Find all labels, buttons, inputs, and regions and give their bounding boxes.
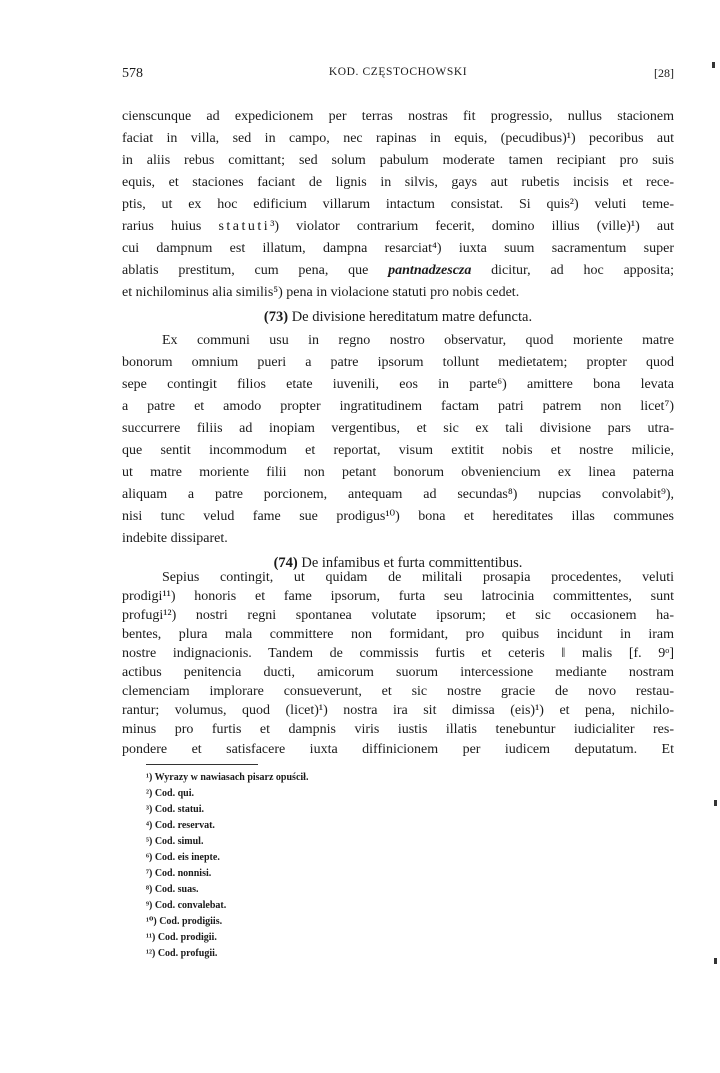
text-line: sepe contingit filios etate iuvenili, eos in parte⁶) amittere bona levata xyxy=(122,377,674,392)
footnote: ⁸) Cod. suas. xyxy=(146,884,199,895)
running-header xyxy=(122,66,674,86)
text-segment: rarius huius xyxy=(122,219,202,234)
text-line: ptis, ut ex hoc edificium villarum intactum consistat. Si quis²) veluti teme- xyxy=(122,197,674,212)
text-line: clemenciam implorare consueverunt, et sic nostre gracie de novo restau- xyxy=(122,684,674,699)
text-line: equis, et staciones faciant de lignis in silvis, gays aut rubetis incisis et rece- xyxy=(122,175,674,190)
folio-number: [28] xyxy=(654,66,674,80)
text-line: pondere et satisfacere iuxta diffinicionem per iudicem deputatum. Et xyxy=(122,742,674,757)
text-line: in aliis rebus comittant; sed solum pabulum moderate tamen recipiant pro suis xyxy=(122,153,674,168)
text-line: rantur; volumus, quod (licet)¹) nostra ira sit dimissa (eis)¹) et pena, nichilo- xyxy=(122,703,674,718)
text-line: minus pro furtis et dampnis viris iustis illatis tenebuntur iudicialiter res- xyxy=(122,722,674,737)
section-number: (74) xyxy=(273,555,298,571)
scan-mark xyxy=(712,62,715,68)
section-number: (73) xyxy=(263,309,289,325)
footnote: ¹) Wyrazy w nawiasach pisarz opuścił. xyxy=(146,772,309,783)
italic-word: pantnadzescza xyxy=(388,263,472,278)
footnote-rule xyxy=(146,764,258,765)
spaced-word: statuti xyxy=(218,219,271,234)
text-line: bentes, plura mala committere non formidant, pro quibus incidunt in iram xyxy=(122,627,674,642)
text-line: aliquam a patre porcionem, antequam ad secundas⁸) nupcias convolabit⁹), xyxy=(122,487,674,502)
text-line: indebite dissiparet. xyxy=(122,531,228,546)
text-line: cui dampnum est illatum, dampna resarciat⁴) iuxta suum sacramentum super xyxy=(122,241,674,256)
footnote: ⁶) Cod. eis inepte. xyxy=(146,852,220,863)
text-line: faciat in villa, sed in campo, nec rapinas in equis, (pecudibus)¹) pecoribus aut xyxy=(122,131,674,146)
text-line: succurrere filiis ad inopiam vergentibus, et sic ex tali divisione pars utra- xyxy=(122,421,674,436)
section-title: De divisione hereditatum matre defuncta. xyxy=(291,309,533,325)
scan-mark xyxy=(714,800,717,806)
page-number: 578 xyxy=(122,66,143,81)
scan-mark xyxy=(714,958,717,964)
text-line: a patre et amodo propter ingratitudinem factam patri patrem non licet⁷) xyxy=(122,399,674,414)
text-segment: dicitur, ad hoc apposita; xyxy=(491,263,674,278)
text-line: que sentit incommodum et reportat, visum extitit nobis et nostre milicie, xyxy=(122,443,674,458)
footnote: ¹¹) Cod. prodigii. xyxy=(146,932,217,943)
footnote: ²) Cod. qui. xyxy=(146,788,195,799)
footnote: ⁴) Cod. reservat. xyxy=(146,820,215,831)
footnote: ³) Cod. statui. xyxy=(146,804,205,815)
text-line: prodigi¹¹) honoris et fame ipsorum, furta seu latrocinia committentes, sunt xyxy=(122,589,674,604)
section-heading-73 xyxy=(122,306,674,328)
text-line: et nichilominus alia similis⁵) pena in violacione statuti pro nobis cedet. xyxy=(122,285,520,300)
running-title: KOD. CZĘSTOCHOWSKI xyxy=(328,66,468,78)
text-line: Sepius contingit, ut quidam de militali prosapia procedentes, veluti xyxy=(162,570,674,585)
text-line: ut matre moriente filii non petant bonorum obveniencium ex linea paterna xyxy=(122,465,674,480)
footnote: ⁷) Cod. nonnisi. xyxy=(146,868,212,879)
text-line xyxy=(122,260,674,282)
text-line: cienscunque ad expedicionem per terras nostras fit progressio, nullus stacionem xyxy=(122,109,674,124)
text-segment: ablatis prestitum, cum pena, que xyxy=(122,263,369,278)
footnote: ¹²) Cod. profugii. xyxy=(146,948,218,959)
text-line: Ex communi usu in regno nostro observatur, quod moriente matre xyxy=(162,333,674,348)
text-line: actibus penitencia ducti, amicorum suorum intercessione mediante nostram xyxy=(122,665,674,680)
footnote: ⁹) Cod. convalebat. xyxy=(146,900,227,911)
text-line: nisi tunc velud fame sue prodigus¹⁰) bona et hereditates illas communes xyxy=(122,509,674,524)
text-line: profugi¹²) nostri regni spontanea volutate ipsorum; et sic occasionem ha- xyxy=(122,608,674,623)
footnote: ¹⁰) Cod. prodigiis. xyxy=(146,916,223,927)
text-line xyxy=(122,216,674,238)
text-segment: ³) violator contrarium fecerit, domino illius (ville)¹) aut xyxy=(270,219,675,234)
text-line: nostre indignacionis. Tandem de commissis furtis et ceteris ‖ malis [f. 9ᵒ] xyxy=(122,646,674,661)
section-title: De infamibus et furta committentibus. xyxy=(301,555,523,571)
text-line: bonorum omnium pueri a patre ipsorum tollunt medietatem; propter quod xyxy=(122,355,674,370)
footnote: ⁵) Cod. simul. xyxy=(146,836,204,847)
